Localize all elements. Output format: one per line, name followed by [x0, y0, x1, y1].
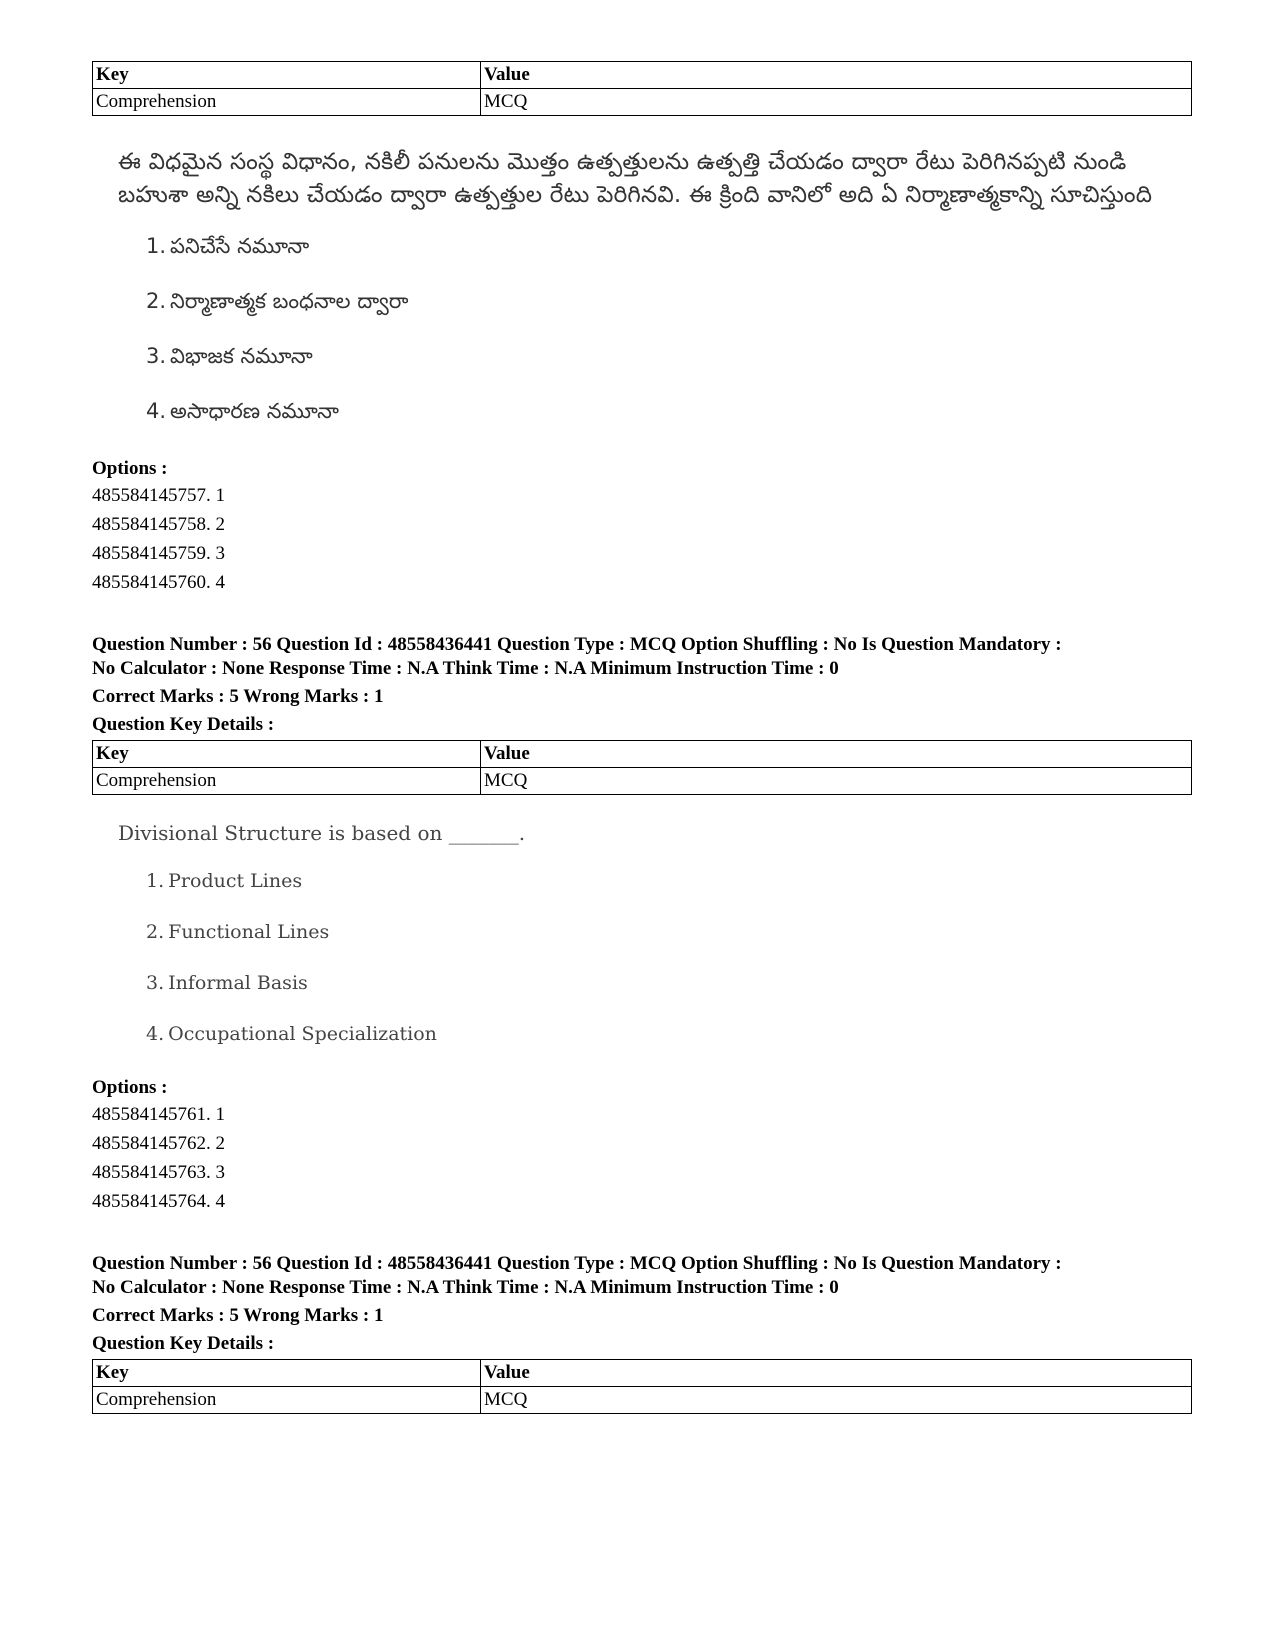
- options-label: Options :: [92, 1077, 168, 1098]
- key-value-table: [92, 61, 1192, 116]
- option-item: 485584145757. 1: [92, 485, 225, 506]
- option-item: 485584145760. 4: [92, 572, 225, 593]
- key-details-label: Question Key Details :: [92, 1333, 275, 1354]
- choice-item: 2. Functional Lines: [146, 921, 330, 943]
- choice-list: [118, 232, 1192, 425]
- key-details-label: Question Key Details :: [92, 714, 275, 735]
- choice-item: 2. నిర్మాణాత్మక బంధనాల ద్వారా: [146, 289, 409, 313]
- table-cell-key: Comprehension: [93, 768, 481, 795]
- question-text: ఈ విధమైన సంస్థ విధానం, నకిలీ పనులను మొత్తం ఉత్పత్తులను ఉత్పత్తి చేయడం ద్వారా రేటు పెరిగినప్పటి నుండి బహుశా అన్ని నకిలు చేయడం ద్వారా ఉత్పత్తుల రేటు పెరిగినవి. ఈ క్రింది వానిలో అది ఏ నిర్మాణాత్మకాన్ని సూచిస్తుంది: [118, 149, 1153, 208]
- table-header-value: Value: [481, 62, 1192, 89]
- question-meta-line1: Question Number : 56 Question Id : 48558436441 Question Type : MCQ Option Shuffling : No Is Question Mandatory :: [92, 1253, 1062, 1274]
- key-value-table: [92, 740, 1192, 795]
- question-text: Divisional Structure is based on _______.: [118, 821, 526, 845]
- table-cell-key: Comprehension: [93, 1387, 481, 1414]
- choice-item: 3. Informal Basis: [146, 972, 308, 994]
- table-row: [93, 768, 1192, 795]
- table-header-row: [93, 741, 1192, 768]
- choice-item: 4. అసాధారణ నమూనా: [146, 399, 339, 423]
- options-label: Options :: [92, 458, 168, 479]
- table-cell-value: MCQ: [481, 768, 1192, 795]
- table-cell-key: Comprehension: [93, 89, 481, 116]
- table-header-key: Key: [93, 62, 481, 89]
- marks-line: Correct Marks : 5 Wrong Marks : 1: [92, 686, 384, 707]
- table-cell-value: MCQ: [481, 89, 1192, 116]
- option-item: 485584145763. 3: [92, 1162, 225, 1183]
- choice-list: [118, 867, 1192, 1048]
- choice-item: 3. విభాజక నమూనా: [146, 344, 313, 368]
- question-image-english: [118, 819, 1192, 1048]
- question-meta-line1: Question Number : 56 Question Id : 48558436441 Question Type : MCQ Option Shuffling : No Is Question Mandatory :: [92, 634, 1062, 655]
- choice-item: 4. Occupational Specialization: [146, 1023, 437, 1045]
- question-header: [92, 1252, 1192, 1356]
- table-header-row: [93, 1360, 1192, 1387]
- question-meta-line2: No Calculator : None Response Time : N.A Think Time : N.A Minimum Instruction Time : 0: [92, 658, 839, 679]
- question-header: [92, 633, 1192, 737]
- options-section: [92, 1076, 1192, 1216]
- key-value-table: [92, 1359, 1192, 1414]
- marks-line: Correct Marks : 5 Wrong Marks : 1: [92, 1305, 384, 1326]
- table-cell-value: MCQ: [481, 1387, 1192, 1414]
- option-item: 485584145762. 2: [92, 1133, 225, 1154]
- table-header-value: Value: [481, 741, 1192, 768]
- option-item: 485584145759. 3: [92, 543, 225, 564]
- question-meta-line2: No Calculator : None Response Time : N.A Think Time : N.A Minimum Instruction Time : 0: [92, 1277, 839, 1298]
- option-item: 485584145764. 4: [92, 1191, 225, 1212]
- options-section: [92, 457, 1192, 597]
- choice-item: 1. Product Lines: [146, 870, 303, 892]
- table-header-key: Key: [93, 741, 481, 768]
- table-row: [93, 1387, 1192, 1414]
- table-row: [93, 89, 1192, 116]
- option-item: 485584145758. 2: [92, 514, 225, 535]
- document-page: [92, 61, 1192, 1414]
- table-header-key: Key: [93, 1360, 481, 1387]
- question-image-telugu: [118, 146, 1192, 425]
- table-header-value: Value: [481, 1360, 1192, 1387]
- table-header-row: [93, 62, 1192, 89]
- choice-item: 1. పనిచేసే నమూనా: [146, 234, 310, 258]
- option-item: 485584145761. 1: [92, 1104, 225, 1125]
